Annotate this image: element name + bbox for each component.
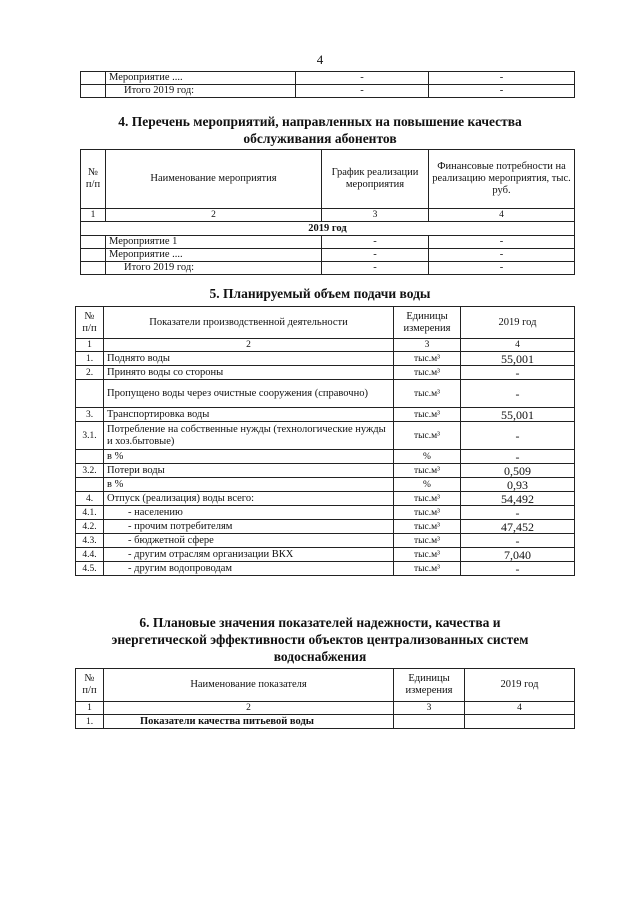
year-label: 2019 год	[81, 222, 575, 236]
table-row	[76, 450, 575, 464]
finance-cell: -	[429, 262, 575, 275]
indicator-name: - другим водопроводам	[104, 562, 394, 576]
unit-cell: тыс.м³	[394, 464, 461, 478]
row-number	[76, 450, 104, 464]
unit-cell: тыс.м³	[394, 506, 461, 520]
row-number	[76, 380, 104, 408]
col-num-header: № п/п	[76, 307, 104, 339]
unit-cell: тыс.м³	[394, 366, 461, 380]
header-row	[76, 307, 575, 339]
header-row	[81, 150, 575, 209]
col-number: 2	[106, 209, 322, 222]
table-row	[76, 380, 575, 408]
row-number: 3.1.	[76, 422, 104, 450]
col-number: 2	[104, 339, 394, 352]
indicator-name: в %	[104, 450, 394, 464]
unit-cell: тыс.м³	[394, 548, 461, 562]
schedule-cell: -	[322, 262, 429, 275]
unit-cell: %	[394, 478, 461, 492]
col-units-header: Единицы измерения	[394, 669, 465, 702]
table-row	[76, 520, 575, 534]
value-cell: -	[461, 380, 575, 408]
unit-cell	[394, 715, 465, 729]
section4-title-line2: обслуживания абонентов	[243, 131, 397, 146]
section6-table	[75, 668, 575, 729]
activity-name: Мероприятие 1	[106, 236, 322, 249]
finance-cell: -	[429, 85, 575, 98]
row-number: 2.	[76, 366, 104, 380]
col-number: 3	[322, 209, 429, 222]
table-row	[81, 262, 575, 275]
table-row	[76, 715, 575, 729]
unit-cell: тыс.м³	[394, 520, 461, 534]
value-cell: -	[461, 534, 575, 548]
indicator-name: Потери воды	[104, 464, 394, 478]
value-cell: 55,001	[461, 408, 575, 422]
page-number: 4	[316, 52, 324, 67]
indicator-name: в %	[104, 478, 394, 492]
col-number: 3	[394, 702, 465, 715]
value-cell: 55,001	[461, 352, 575, 366]
section5-table	[75, 306, 575, 576]
indicator-name: - прочим потребителям	[104, 520, 394, 534]
indicator-name: Пропущено воды через очистные сооружения (справочно)	[104, 380, 394, 408]
table-row	[76, 408, 575, 422]
col-finance-header: Финансовые потребности на реализацию мероприятия, тыс. руб.	[429, 150, 575, 209]
unit-cell: %	[394, 450, 461, 464]
table-row	[76, 562, 575, 576]
indicator-name: - бюджетной сфере	[104, 534, 394, 548]
finance-cell: -	[429, 72, 575, 85]
col-number: 2	[104, 702, 394, 715]
finance-cell: -	[429, 236, 575, 249]
value-cell: 0,509	[461, 464, 575, 478]
value-cell: 47,452	[461, 520, 575, 534]
value-cell	[465, 715, 575, 729]
table-row	[81, 249, 575, 262]
year-row	[81, 222, 575, 236]
indicator-name: Принято воды со стороны	[104, 366, 394, 380]
value-cell: 7,040	[461, 548, 575, 562]
section6-title-line1: 6. Плановые значения показателей надежности, качества и	[139, 615, 501, 630]
indicator-name: Показатели качества питьевой воды	[104, 715, 394, 729]
table-row	[76, 352, 575, 366]
unit-cell: тыс.м³	[394, 380, 461, 408]
col-number: 4	[429, 209, 575, 222]
column-numbers-row	[76, 339, 575, 352]
table-row	[76, 422, 575, 450]
col-num-header: № п/п	[81, 150, 106, 209]
col-number: 4	[465, 702, 575, 715]
unit-cell: тыс.м³	[394, 352, 461, 366]
indicator-name: - другим отраслям организации ВКХ	[104, 548, 394, 562]
row-number: 3.2.	[76, 464, 104, 478]
finance-cell: -	[429, 249, 575, 262]
activity-name: Мероприятие ....	[106, 249, 322, 262]
row-number: 4.5.	[76, 562, 104, 576]
value-cell: -	[461, 450, 575, 464]
value-cell: -	[461, 506, 575, 520]
total-label: Итого 2019 год:	[106, 262, 322, 275]
column-numbers-row	[76, 702, 575, 715]
table-row	[76, 492, 575, 506]
unit-cell: тыс.м³	[394, 562, 461, 576]
row-number: 4.4.	[76, 548, 104, 562]
col-number: 3	[394, 339, 461, 352]
section4-table	[80, 149, 575, 275]
activity-name: Мероприятие ....	[106, 72, 296, 85]
table-row	[81, 85, 575, 98]
col-year-header: 2019 год	[461, 307, 575, 339]
table-row	[76, 548, 575, 562]
row-number	[76, 478, 104, 492]
indicator-name: Отпуск (реализация) воды всего:	[104, 492, 394, 506]
row-number: 1.	[76, 352, 104, 366]
row-number: 4.2.	[76, 520, 104, 534]
unit-cell: тыс.м³	[394, 422, 461, 450]
value-cell: -	[461, 422, 575, 450]
continuation-table	[80, 71, 575, 98]
section6-title-line3: водоснабжения	[273, 649, 367, 664]
row-number: 4.3.	[76, 534, 104, 548]
value-cell: 54,492	[461, 492, 575, 506]
table-row	[81, 72, 575, 85]
table-row	[81, 236, 575, 249]
indicator-name: Потребление на собственные нужды (технологические нужды и хоз.бытовые)	[104, 422, 394, 450]
col-number: 4	[461, 339, 575, 352]
unit-cell: тыс.м³	[394, 408, 461, 422]
col-number: 1	[81, 209, 106, 222]
row-number: 4.1.	[76, 506, 104, 520]
column-numbers-row	[81, 209, 575, 222]
total-label: Итого 2019 год:	[106, 85, 296, 98]
section4-title-line1: 4. Перечень мероприятий, направленных на повышение качества	[118, 114, 522, 129]
table-row	[76, 366, 575, 380]
section5-title: 5. Планируемый объем подачи воды	[209, 286, 431, 301]
section6-title	[0, 614, 640, 665]
col-name-header: Наименование мероприятия	[106, 150, 322, 209]
col-schedule-header: График реализации мероприятия	[322, 150, 429, 209]
schedule-cell: -	[296, 85, 429, 98]
section4-title	[0, 113, 640, 147]
col-num-header: № п/п	[76, 669, 104, 702]
indicator-name: - населению	[104, 506, 394, 520]
section6-title-line2: энергетической эффективности объектов централизованных систем	[111, 632, 529, 647]
value-cell: -	[461, 562, 575, 576]
indicator-name: Транспортировка воды	[104, 408, 394, 422]
col-number: 1	[76, 339, 104, 352]
col-year-header: 2019 год	[465, 669, 575, 702]
indicator-name: Поднято воды	[104, 352, 394, 366]
schedule-cell: -	[322, 236, 429, 249]
col-units-header: Единицы измерения	[394, 307, 461, 339]
value-cell: -	[461, 366, 575, 380]
table-row	[76, 534, 575, 548]
unit-cell: тыс.м³	[394, 492, 461, 506]
schedule-cell: -	[296, 72, 429, 85]
row-number: 1.	[76, 715, 104, 729]
row-number: 4.	[76, 492, 104, 506]
col-number: 1	[76, 702, 104, 715]
col-name-header: Наименование показателя	[104, 669, 394, 702]
row-number: 3.	[76, 408, 104, 422]
schedule-cell: -	[322, 249, 429, 262]
table-row	[76, 506, 575, 520]
col-indicator-header: Показатели производственной деятельности	[104, 307, 394, 339]
table-row	[76, 464, 575, 478]
table-row	[76, 478, 575, 492]
unit-cell: тыс.м³	[394, 534, 461, 548]
header-row	[76, 669, 575, 702]
value-cell: 0,93	[461, 478, 575, 492]
